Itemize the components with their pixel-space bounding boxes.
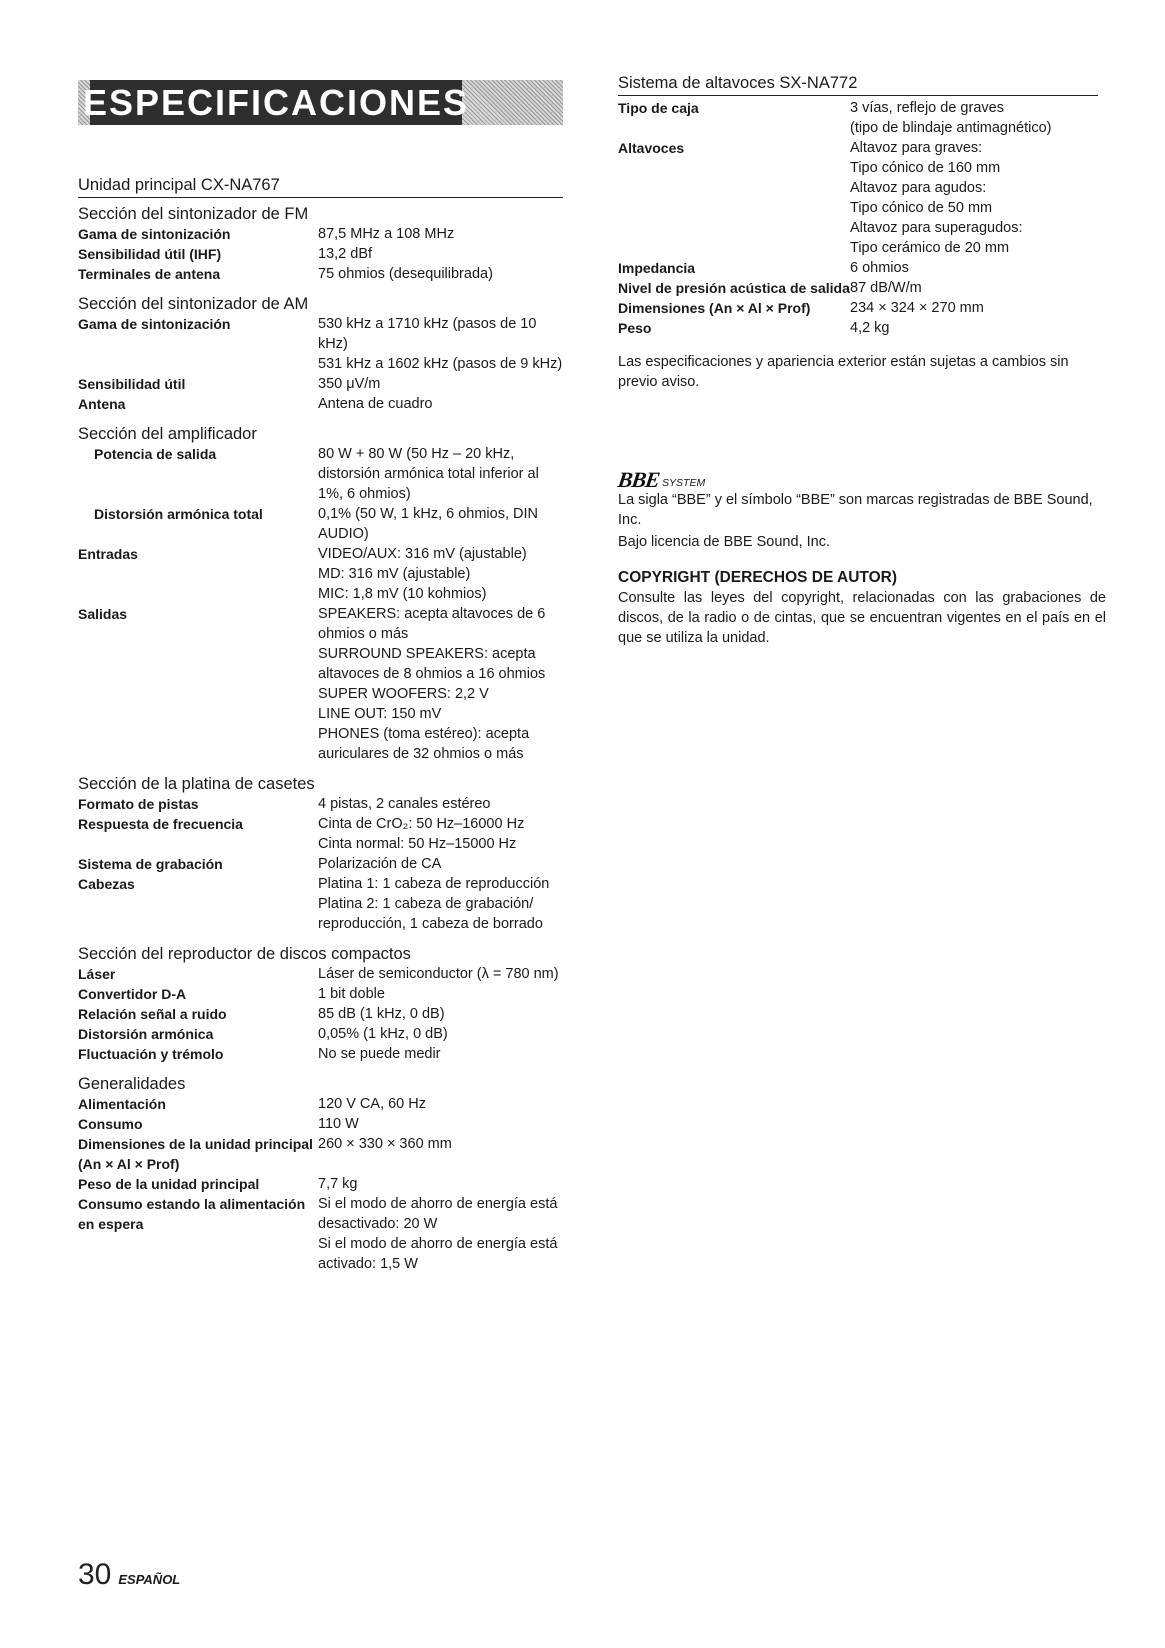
spec-label: Dimensiones (An × Al × Prof) xyxy=(618,300,811,316)
right-column xyxy=(618,74,1106,648)
section-spec-table xyxy=(78,1094,563,1274)
spec-row xyxy=(78,1194,563,1274)
spec-label: Relación señal a ruido xyxy=(78,1006,227,1022)
spec-row xyxy=(78,394,563,414)
spec-row xyxy=(78,1004,563,1024)
spec-row xyxy=(78,314,563,374)
spec-label: Láser xyxy=(78,966,116,982)
spec-row xyxy=(78,264,563,284)
copyright-text: Consulte las leyes del copyright, relacionadas con las grabaciones de discos, de la radio o de cintas, que se encuentran vigentes en el país en el que se utiliza la unidad. xyxy=(618,590,1106,646)
spec-value: 0,1% (50 W, 1 kHz, 6 ohmios, DIN AUDIO) xyxy=(318,506,538,542)
spec-value: 7,7 kg xyxy=(318,1176,358,1192)
spec-label: Consumo xyxy=(78,1116,143,1132)
spec-value: 110 W xyxy=(318,1116,359,1132)
spec-value: Si el modo de ahorro de energía está desactivado: 20 W Si el modo de ahorro de energía está activado: 1,5 W xyxy=(318,1196,558,1272)
spec-label: Consumo estando la alimentación en espera xyxy=(78,1196,306,1232)
spec-row xyxy=(78,1044,563,1064)
section-spec-table xyxy=(78,964,563,1064)
spec-label: Terminales de antena xyxy=(78,266,221,282)
spec-label: Altavoces xyxy=(618,140,685,156)
spec-row xyxy=(618,278,1098,298)
spec-value: 87,5 MHz a 108 MHz xyxy=(318,226,455,242)
spec-row xyxy=(78,1174,563,1194)
section-heading: Sección del reproductor de discos compactos xyxy=(78,945,411,963)
spec-label: Sensibilidad útil xyxy=(78,376,186,392)
spec-value: 75 ohmios (desequilibrada) xyxy=(318,266,493,282)
page-footer xyxy=(78,1558,180,1592)
spec-value: 260 × 330 × 360 mm xyxy=(318,1136,452,1152)
spec-row xyxy=(78,964,563,984)
bbe-license-text: Bajo licencia de BBE Sound, Inc. xyxy=(618,534,830,550)
spec-label: Distorsión armónica total xyxy=(94,506,263,522)
spec-label: Gama de sintonización xyxy=(78,316,231,332)
page-title: ESPECIFICACIONES xyxy=(82,81,470,123)
spec-row xyxy=(78,444,563,504)
spec-row xyxy=(78,1024,563,1044)
section-spec-table xyxy=(78,224,563,284)
section-heading: Sección del sintonizador de AM xyxy=(78,295,309,313)
main-unit-sections xyxy=(78,204,568,1274)
spec-row xyxy=(78,874,563,934)
spec-value: Polarización de CA xyxy=(318,856,442,872)
spec-label: Sistema de grabación xyxy=(78,856,223,872)
section-spec-table xyxy=(78,314,563,414)
spec-row xyxy=(78,374,563,394)
spec-value: Cinta de CrO₂: 50 Hz–16000 Hz Cinta normal: 50 Hz–15000 Hz xyxy=(318,816,525,852)
spec-label: Formato de pistas xyxy=(78,796,199,812)
spec-value: Antena de cuadro xyxy=(318,396,433,412)
spec-label: Peso de la unidad principal xyxy=(78,1176,260,1192)
copyright-heading: COPYRIGHT (DERECHOS DE AUTOR) xyxy=(618,569,898,586)
spec-label: Sensibilidad útil (IHF) xyxy=(78,246,222,262)
footer-language: ESPAÑOL xyxy=(118,1572,181,1587)
spec-label: Cabezas xyxy=(78,876,135,892)
spec-row xyxy=(78,1134,563,1174)
section-heading: Sección del sintonizador de FM xyxy=(78,205,309,223)
spec-row xyxy=(78,984,563,1004)
left-column xyxy=(78,80,568,1274)
spec-row xyxy=(618,318,1098,338)
main-unit-heading: Unidad principal CX-NA767 xyxy=(78,176,563,198)
bbe-logo xyxy=(616,467,1106,492)
spec-value: 3 vías, reflejo de graves (tipo de blindaje antimagnético) xyxy=(850,100,1052,136)
spec-label: Alimentación xyxy=(78,1096,166,1112)
spec-label: Nivel de presión acústica de salida xyxy=(618,280,850,296)
spec-row xyxy=(78,224,563,244)
spec-value: 4,2 kg xyxy=(850,320,890,336)
spec-label: Gama de sintonización xyxy=(78,226,231,242)
spec-value: 85 dB (1 kHz, 0 dB) xyxy=(318,1006,445,1022)
bbe-logo-system: SYSTEM xyxy=(662,477,706,489)
spec-row xyxy=(618,258,1098,278)
spec-row xyxy=(78,604,563,764)
spec-label: Distorsión armónica xyxy=(78,1026,214,1042)
spec-label: Impedancia xyxy=(618,260,696,276)
speaker-system-heading: Sistema de altavoces SX-NA772 xyxy=(618,74,1098,96)
section-heading: Generalidades xyxy=(78,1075,186,1093)
spec-label: Antena xyxy=(78,396,126,412)
spec-row xyxy=(78,854,563,874)
spec-value: Altavoz para graves: Tipo cónico de 160 mm Altavoz para agudos: Tipo cónico de 50 mm Altavoz para superagudos: Tipo cerámico de 20 mm xyxy=(850,140,1023,256)
speaker-spec-table xyxy=(618,98,1098,338)
spec-row xyxy=(618,298,1098,318)
bbe-trademark-text: La sigla “BBE” y el símbolo “BBE” son marcas registradas de BBE Sound, Inc. xyxy=(618,492,1093,528)
spec-label: Respuesta de frecuencia xyxy=(78,816,243,832)
spec-value: 87 dB/W/m xyxy=(850,280,922,296)
spec-value: No se puede medir xyxy=(318,1046,441,1062)
spec-label: Convertidor D-A xyxy=(78,986,187,1002)
spec-row xyxy=(78,794,563,814)
spec-label: Salidas xyxy=(78,606,128,622)
spec-value: 13,2 dBf xyxy=(318,246,373,262)
spec-label: Tipo de caja xyxy=(618,100,699,116)
spec-row xyxy=(78,504,563,544)
bbe-logo-mark: BBE xyxy=(616,467,661,492)
spec-row xyxy=(78,1114,563,1134)
spec-value: Láser de semiconductor (λ = 780 nm) xyxy=(318,966,559,982)
spec-label: Entradas xyxy=(78,546,138,562)
spec-value: 530 kHz a 1710 kHz (pasos de 10 kHz) 531 kHz a 1602 kHz (pasos de 9 kHz) xyxy=(318,316,563,372)
spec-label: Potencia de salida xyxy=(94,446,217,462)
spec-value: 120 V CA, 60 Hz xyxy=(318,1096,426,1112)
spec-row xyxy=(78,814,563,854)
spec-label: Dimensiones de la unidad principal (An × Al × Prof) xyxy=(78,1136,313,1172)
spec-value: 6 ohmios xyxy=(850,260,909,276)
spec-value: VIDEO/AUX: 316 mV (ajustable) MD: 316 mV (ajustable) MIC: 1,8 mV (10 kohmios) xyxy=(318,546,527,602)
spec-value: 80 W + 80 W (50 Hz – 20 kHz, distorsión armónica total inferior al 1%, 6 ohmios) xyxy=(318,446,539,502)
spec-value: 1 bit doble xyxy=(318,986,385,1002)
page-number: 30 xyxy=(78,1558,112,1591)
section-spec-table xyxy=(78,444,563,764)
spec-value: 4 pistas, 2 canales estéreo xyxy=(318,796,491,812)
spec-row xyxy=(78,544,563,604)
title-banner-block xyxy=(82,80,470,125)
spec-value: 0,05% (1 kHz, 0 dB) xyxy=(318,1026,448,1042)
spec-row xyxy=(618,138,1098,258)
spec-row xyxy=(618,98,1098,138)
spec-row xyxy=(78,1094,563,1114)
spec-value: Platina 1: 1 cabeza de reproducción Platina 2: 1 cabeza de grabación/ reproducción, 1 cabeza de borrado xyxy=(318,876,550,932)
section-spec-table xyxy=(78,794,563,934)
spec-value: SPEAKERS: acepta altavoces de 6 ohmios o más SURROUND SPEAKERS: acepta altavoces de 8 ohmios a 16 ohmios SUPER WOOFERS: 2,2 V LINE OUT: 150 mV PHONES (toma estéreo): acepta auriculares de 32 ohmios o más xyxy=(318,606,546,762)
spec-value: 350 μV/m xyxy=(318,376,381,392)
spec-label: Fluctuación y trémolo xyxy=(78,1046,224,1062)
spec-label: Peso xyxy=(618,320,652,336)
section-heading: Sección del amplificador xyxy=(78,425,257,443)
title-banner xyxy=(78,80,563,125)
section-heading: Sección de la platina de casetes xyxy=(78,775,315,793)
spec-row xyxy=(78,244,563,264)
notice-text: Las especificaciones y apariencia exterior están sujetas a cambios sin previo aviso. xyxy=(618,354,1069,390)
spec-value: 234 × 324 × 270 mm xyxy=(850,300,984,316)
